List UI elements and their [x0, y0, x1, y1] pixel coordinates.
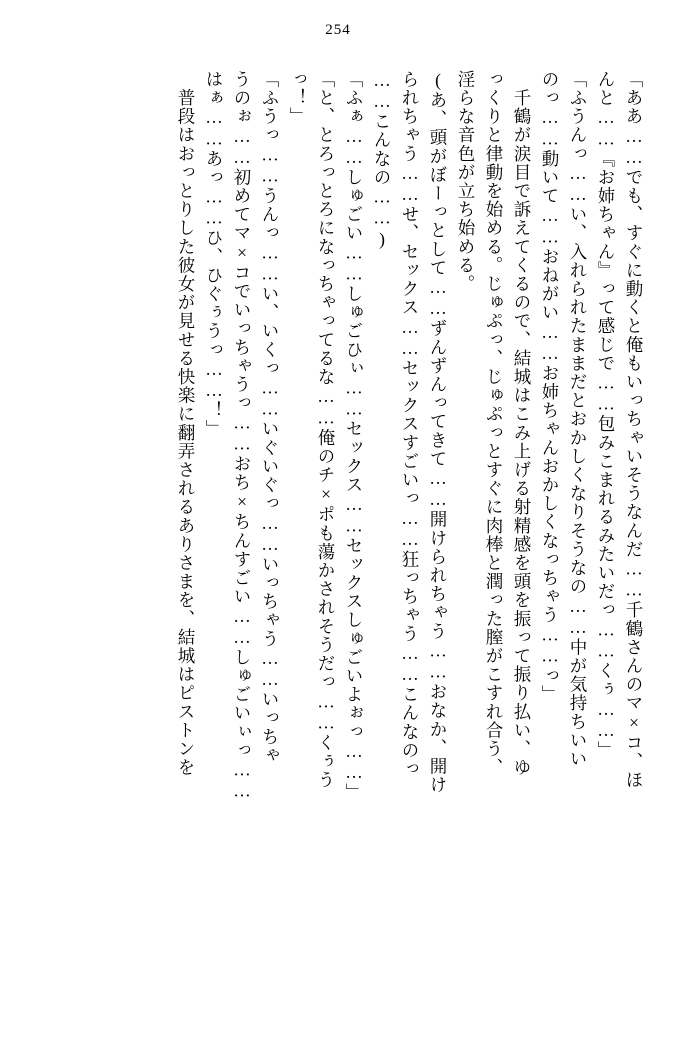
text-line: 「と、とろっとろになっちゃってるな……俺のチ×ポも蕩かされそうだっ……くぅう	[316, 70, 336, 790]
vertical-text-body	[34, 70, 642, 1010]
text-line: 淫らな音色が立ち始める。	[456, 70, 476, 294]
text-line: 千鶴が涙目で訴えてくるので、結城はこみ上げる射精感を頭を振って振り払い、ゆ	[512, 70, 532, 777]
text-line: んと……『お姉ちゃん』って感じで……包みこまれるみたいだっ……くぅ……」	[596, 70, 616, 760]
text-line: ……こんなの……)	[372, 70, 392, 250]
text-line: 「ふうっ……うんっ……い、いくっ……いぐいぐっ……いっちゃう……いっちゃ	[260, 70, 280, 765]
text-line: 「ふぁ……しゅごい……しゅごひぃ……セックス……セックスしゅごいよぉっ……」	[344, 70, 364, 802]
text-line: うのぉ……初めてマ×コでいっちゃうっ……おち×ちんすごい……しゅごいぃっ……	[232, 70, 252, 802]
text-line: っくりと律動を始める。じゅぷっ、じゅぷっとすぐに肉棒と潤った膣がこすれ合う、	[484, 70, 504, 777]
text-line: 「ふうんっ……い、入れられたままだとおかしくなりそうなの……中が気持ちいい	[568, 70, 588, 769]
text-line: はぁ……あっ……ひ、ひぐぅうっ……！」	[204, 70, 224, 439]
page-number: 254	[325, 22, 351, 38]
text-line: っ！」	[288, 70, 308, 126]
text-line: 「ああ……でも、すぐに動くと俺もいっちゃいそうなんだ……千鶴さんのマ×コ、ほ	[624, 70, 644, 790]
text-line: のっ……動いて……おねがい……お姉ちゃんおかしくなっちゃう……っ」	[540, 70, 560, 704]
text-line: 普段はおっとりした彼女が見せる快楽に翻弄されるありさまを、結城はピストンを	[176, 70, 196, 777]
text-line: (あ、頭がぼーっとして……ずんずんってきて……開けられちゃう……おなか、開け	[428, 70, 448, 795]
text-line: られちゃう……せ、セックス……セックスすごいっ……狂っちゃう……こんなのっ	[400, 70, 420, 779]
